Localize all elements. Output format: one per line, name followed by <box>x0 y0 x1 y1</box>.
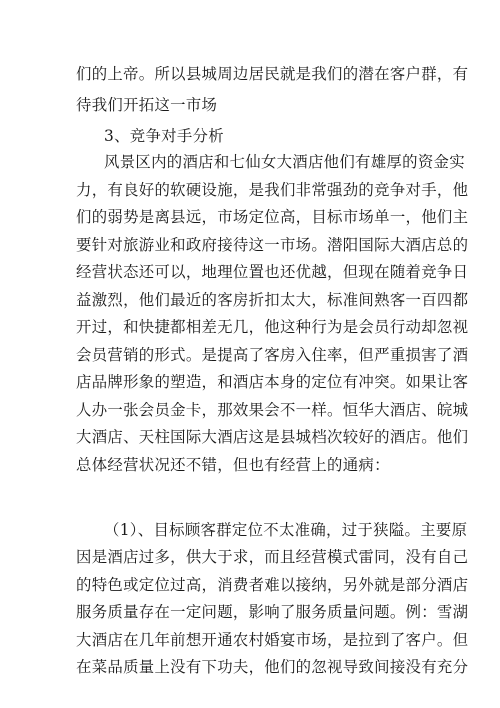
paragraph-line-6: 益激烈，他们最近的客房折扣太大，标准间熟客一百四都 <box>76 291 469 309</box>
paragraph-line-8: 会员营销的形式。是提高了客房入住率，但严重损害了酒 <box>76 346 469 364</box>
point-1-line-2: 因是酒店过多，供大于求，而且经营模式雷同，没有自己 <box>76 548 469 566</box>
section-heading: 3、竞争对手分析 <box>104 127 224 145</box>
paragraph-line-2: 力，有良好的软硬设施，是我们非常强劲的竞争对手，他 <box>76 181 469 199</box>
paragraph-line-1: 风景区内的酒店和七仙女大酒店他们有雄厚的资金实 <box>104 153 465 171</box>
intro-line-1: 们的上帝。所以县城周边居民就是我们的潜在客户群，有 <box>76 65 469 83</box>
paragraph-line-10: 人办一张会员金卡，那效果会不一样。恒华大酒店、皖城 <box>76 401 469 419</box>
paragraph-line-11: 大酒店、天柱国际大酒店这是县城档次较好的酒店。他们 <box>76 428 469 446</box>
point-1-line-6: 在菜品质量上没有下功夫，他们的忽视导致间接没有充分 <box>76 658 469 676</box>
point-1-line-1: （1）、目标顾客群定位不太准确，过于狭隘。主要原 <box>104 521 468 539</box>
paragraph-line-5: 经营状态还可以，地理位置也还优越，但现在随着竞争日 <box>76 263 469 281</box>
paragraph-line-7: 开过，和快捷都相差无几，他这种行为是会员行动却忽视 <box>76 318 469 336</box>
paragraph-line-3: 们的弱势是离县远，市场定位高，目标市场单一，他们主 <box>76 208 469 226</box>
paragraph-line-12: 总体经营状况还不错，但也有经营上的通病： <box>76 456 390 474</box>
point-1-line-3: 的特色或定位过高，消费者难以接纳，另外就是部分酒店 <box>76 576 469 594</box>
point-1-line-5: 大酒店在几年前想开通农村婚宴市场，是拉到了客户。但 <box>76 631 469 649</box>
point-1-line-4: 服务质量存在一定问题，影响了服务质量问题。例：雪湖 <box>76 603 469 621</box>
intro-line-2: 待我们开拓这一市场 <box>76 96 218 114</box>
paragraph-line-4: 要针对旅游业和政府接待这一市场。潜阳国际大酒店总的 <box>76 236 469 254</box>
paragraph-line-9: 店品牌形象的塑造，和酒店本身的定位有冲突。如果让客 <box>76 373 469 391</box>
